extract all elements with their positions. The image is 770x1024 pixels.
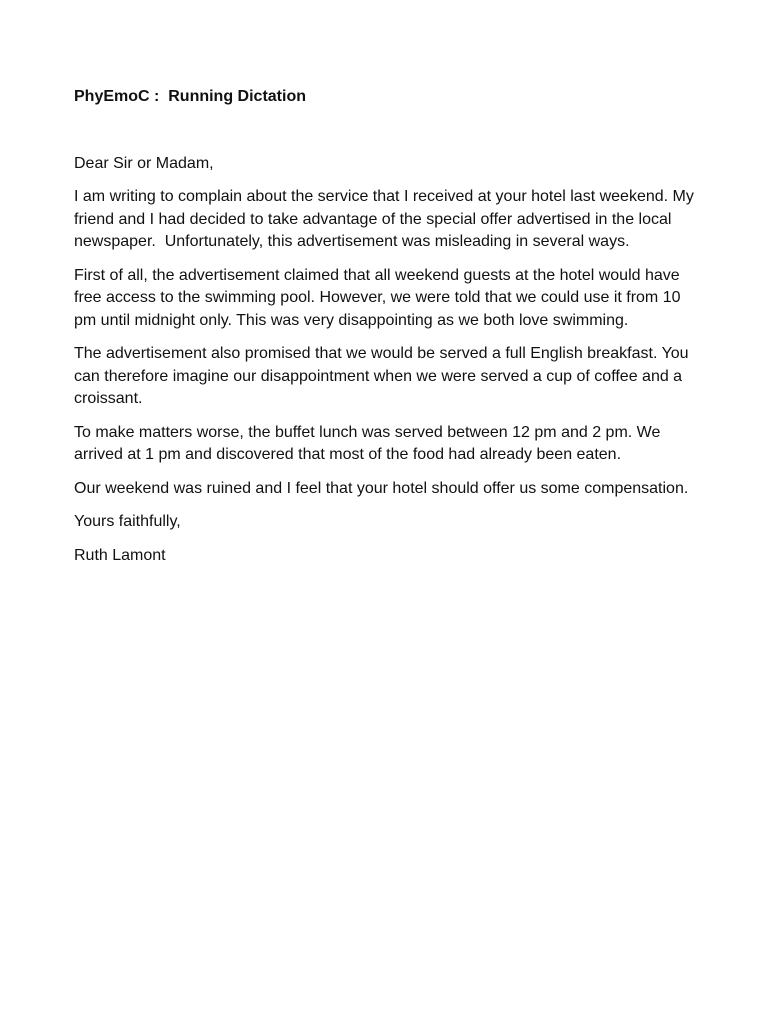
paragraph-5: Our weekend was ruined and I feel that your hotel should offer us some compensation. (74, 479, 689, 497)
document-page (74, 86, 704, 567)
salutation: Dear Sir or Madam, (74, 154, 214, 172)
paragraph-3: The advertisement also promised that we would be served a full English breakfast. You can therefore imagine our disappointment when we were served a cup of coffee and a croissant. (74, 345, 694, 407)
paragraph-4: To make matters worse, the buffet lunch was served between 12 pm and 2 pm. We arrived at 1 pm and discovered that most of the food had already been eaten. (74, 423, 665, 463)
paragraph-1: I am writing to complain about the service that I received at your hotel last weekend. My friend and I had decided to take advantage of the special offer advertised in the local newspaper. Unfortunately, this advertisement was misleading in several ways. (74, 188, 699, 250)
paragraph-2: First of all, the advertisement claimed that all weekend guests at the hotel would have free access to the swimming pool. However, we were told that we could use it from 10 pm until midnight only. This was very disappointing as we both love swimming. (74, 266, 685, 329)
document-title: PhyEmoC : Running Dictation (74, 88, 306, 105)
signature: Ruth Lamont (74, 546, 166, 564)
closing: Yours faithfully, (74, 513, 181, 530)
